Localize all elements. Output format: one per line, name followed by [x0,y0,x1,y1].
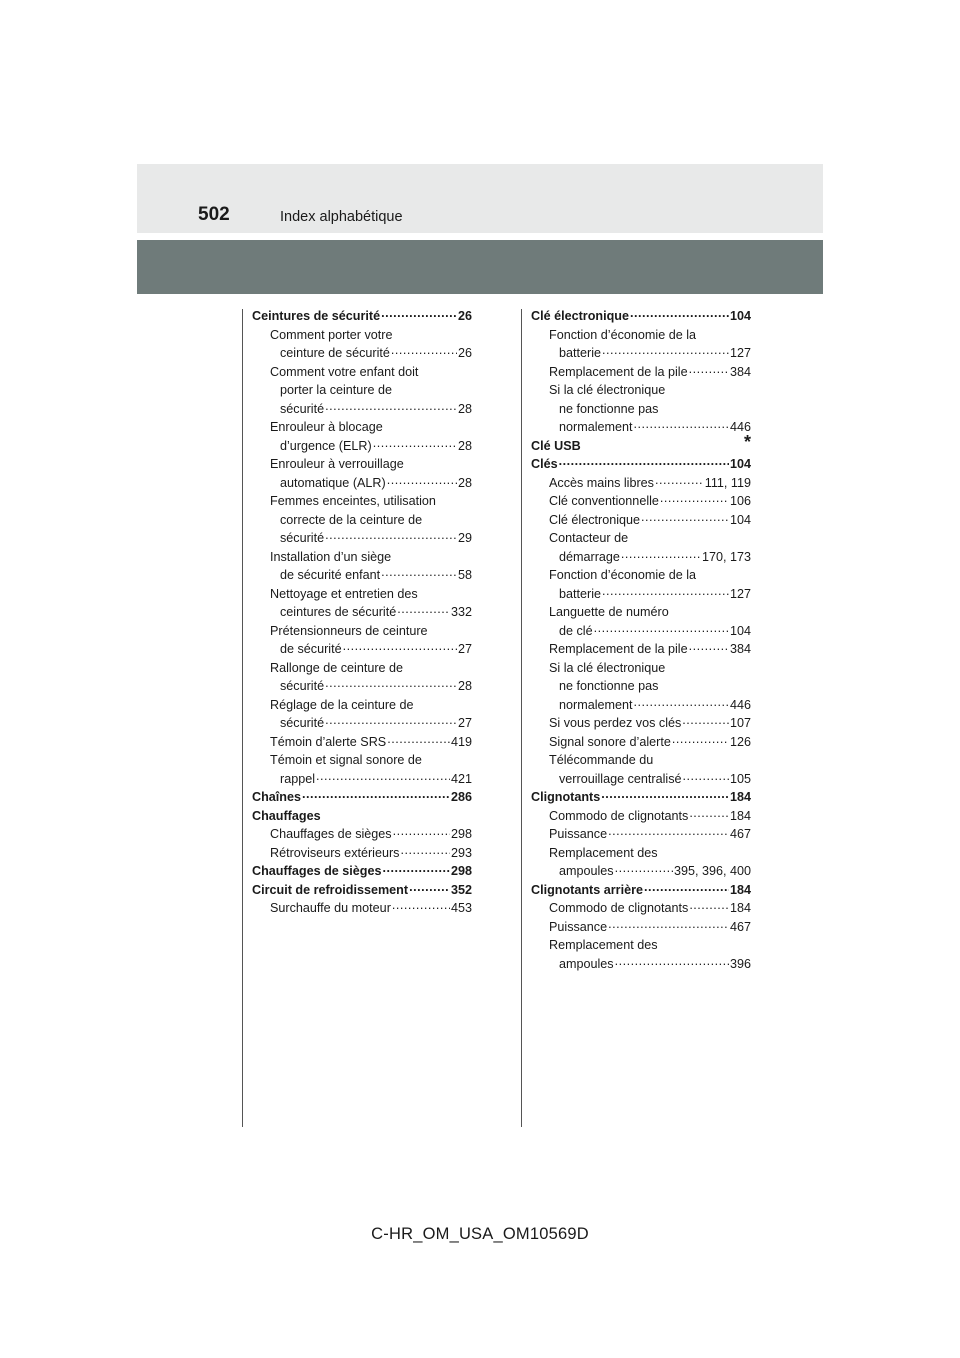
index-entry [531,733,751,752]
index-entry [252,585,472,604]
index-term: sécurité [280,401,325,416]
index-term: Surchauffe du moteur [270,901,391,915]
dot-leader [381,307,457,320]
index-page-ref: 104 [729,623,751,638]
index-term: de sécurité enfant [280,568,381,582]
dot-leader [382,862,450,875]
index-entry [531,474,751,493]
index-entry [252,400,472,419]
index-term: batterie [559,346,602,360]
index-entry [252,511,472,530]
index-term: Si la clé électronique [549,660,666,675]
index-term: ceintures de sécurité [280,605,397,619]
index-term: rappel [280,771,316,786]
index-term: Clé électronique [531,309,629,323]
index-entry [531,825,751,844]
index-term: Remplacement des [549,845,658,860]
dot-leader [608,825,729,838]
document-code: C-HR_OM_USA_OM10569D [371,1225,589,1243]
index-page-ref: 127 [729,586,751,601]
index-page-ref: 28 [457,438,472,453]
index-entry [252,363,472,382]
index-page-ref: 105 [729,771,751,786]
index-entry [252,492,472,511]
dot-leader [559,455,729,468]
index-term: Installation d’un siège [270,549,392,564]
index-entry [252,326,472,345]
index-term: Réglage de la ceinture de [270,697,414,712]
index-term: Languette de numéro [549,605,669,619]
index-term: Femmes enceintes, utilisation [270,494,436,508]
index-entry [252,640,472,659]
index-term: Accès mains libres [549,475,654,490]
index-entry [531,622,751,641]
index-page-ref: 184 [729,808,751,823]
header-dark-band [137,240,823,294]
dot-leader [683,770,729,783]
index-term: Commodo de clignotants [549,808,689,823]
index-entry [531,659,751,678]
index-term: Fonction d’économie de la [549,568,697,582]
index-term: Chauffages de sièges [252,864,382,878]
index-entry [531,548,751,567]
index-term: Signal sonore d’alerte [549,734,671,749]
index-page-ref: 29 [457,531,472,545]
index-term: d’urgence (ELR) [280,438,372,453]
index-page-ref: 396 [729,956,751,971]
index-page-ref: 111, 119 [704,475,751,490]
index-term: Rallonge de ceinture de [270,660,404,675]
index-entry [531,936,751,955]
left-column-rule [242,309,243,1127]
index-entry [531,788,751,807]
dot-leader [325,714,457,727]
index-entry [252,899,472,918]
index-term: de sécurité [280,642,342,656]
index-page-ref: 453 [450,901,472,915]
index-entry [531,511,751,530]
index-page-ref: 27 [457,642,472,656]
index-page-ref: 384 [729,642,751,656]
index-entry [252,844,472,863]
index-entry [252,548,472,567]
index-term: normalement [559,697,633,712]
index-entry [252,825,472,844]
index-page-ref: 419 [450,734,472,749]
index-entry [252,751,472,770]
index-term: Clé conventionnelle [549,494,659,508]
index-term: Chaînes [252,790,301,804]
dot-leader [373,437,457,450]
dot-leader [325,400,457,413]
index-term: Enrouleur à blocage [270,420,383,434]
index-term: Remplacement de la pile [549,642,688,656]
index-entry [252,622,472,641]
dot-leader [316,770,450,783]
index-column-right [531,307,751,973]
index-term: Télécommande du [549,753,654,767]
index-term: Chauffages de sièges [270,827,392,841]
index-term: sécurité [280,679,325,693]
dot-leader [615,862,673,875]
index-term: porter la ceinture de [280,383,393,397]
index-term: verrouillage centralisé [559,771,682,786]
index-term: Enrouleur à verrouillage [270,457,404,471]
dot-leader [397,603,450,616]
index-term: sécurité [280,716,325,730]
dot-leader [634,696,729,709]
index-page-ref: 384 [729,364,751,379]
index-entry [252,344,472,363]
index-entry [252,807,472,826]
index-entry [252,696,472,715]
index-page-ref: 28 [457,475,472,490]
index-column-left [252,307,472,918]
index-entry [531,696,751,715]
index-entry [531,381,751,400]
index-entry [252,307,472,326]
index-entry [531,807,751,826]
index-term: Circuit de refroidissement [252,882,409,897]
index-entry [531,400,751,419]
index-entry [531,844,751,863]
index-entry [531,640,751,659]
index-term: Remplacement de la pile [549,364,688,379]
index-term: Clignotants [531,790,601,804]
dot-leader [387,733,450,746]
index-page-ref: 104 [729,309,751,323]
index-entry [252,788,472,807]
index-term: Commodo de clignotants [549,901,689,915]
index-term: Remplacement des [549,938,658,952]
index-term: ne fonctionne pas [559,401,659,416]
index-term: démarrage [559,549,620,564]
dot-leader [641,511,729,524]
index-page-ref: 107 [729,716,751,730]
index-entry [531,751,751,770]
index-entry [252,659,472,678]
dot-leader [602,585,729,598]
index-term: Clé USB [531,438,581,453]
dot-leader [325,677,457,690]
dot-leader [391,344,457,357]
dot-leader [400,844,450,857]
index-term: Puissance [549,919,608,934]
index-page-ref: 298 [450,827,472,841]
index-entry [531,566,751,585]
index-entry [252,714,472,733]
dot-leader [644,881,729,894]
index-entry [531,955,751,974]
index-term: Nettoyage et entretien des [270,586,418,601]
index-entry [531,585,751,604]
index-page-ref: 446 [729,420,751,434]
index-entry [531,418,751,437]
index-term: Ceintures de sécurité [252,309,381,323]
index-term: Clés [531,457,558,471]
index-term: Clé électronique [549,512,641,527]
section-title: Index alphabétique [280,209,403,225]
index-entry [531,770,751,789]
index-term: ampoules [559,956,614,971]
index-page-ref: 184 [729,901,751,915]
dot-leader [689,363,729,376]
index-term: Prétensionneurs de ceinture [270,623,428,638]
index-term: Rétroviseurs extérieurs [270,845,400,860]
index-page-ref: 127 [729,346,751,360]
dot-leader [655,474,704,487]
index-entry [252,474,472,493]
dot-leader [660,492,729,505]
index-page-ref: 170, 173 [701,549,751,564]
index-entry [252,733,472,752]
dot-leader [409,881,450,894]
index-entry [252,603,472,622]
index-page-ref: 28 [457,401,472,416]
index-entry: Clé USB * [531,437,751,456]
header-top-band [137,164,823,233]
index-term: Témoin d’alerte SRS [270,734,387,749]
index-term: Si la clé électronique [549,383,666,397]
index-term: Contacteur de [549,531,629,545]
dot-leader [392,899,450,912]
dot-leader [630,307,729,320]
index-entry [252,770,472,789]
dot-leader [343,640,457,653]
index-page-ref: 467 [729,919,751,934]
index-entry [252,381,472,400]
dot-leader [689,807,729,820]
index-page-ref: 28 [457,679,472,693]
index-entry [531,492,751,511]
index-entry [531,363,751,382]
dot-leader [594,622,729,635]
dot-leader [325,529,457,542]
index-term: sécurité [280,531,325,545]
index-page-ref: 27 [457,716,472,730]
index-page-ref: 184 [729,882,751,897]
index-entry [252,566,472,585]
right-column-rule [521,309,522,1127]
index-entry [252,437,472,456]
index-term: Fonction d’économie de la [549,327,697,342]
index-page-ref: 126 [729,734,751,749]
index-page-ref: 332 [450,605,472,619]
index-page-ref: 106 [729,494,751,508]
index-entry [531,603,751,622]
index-page-ref: 58 [457,568,472,582]
index-entry [531,881,751,900]
index-entry [531,918,751,937]
dot-leader [672,733,729,746]
index-page-ref: 352 [450,882,472,897]
index-entry [531,344,751,363]
dot-leader [634,418,729,431]
index-entry [531,529,751,548]
index-term: Clignotants arrière [531,882,643,897]
index-entry [252,677,472,696]
dot-leader [387,474,457,487]
index-page-ref: 104 [729,457,751,471]
index-term: ne fonctionne pas [559,679,659,693]
index-term: batterie [559,586,602,601]
index-term: de clé [559,623,593,638]
dot-leader [615,955,729,968]
dot-leader [689,899,729,912]
index-entry [531,326,751,345]
index-page-ref: 293 [450,845,472,860]
index-term: normalement [559,420,633,434]
index-term: ampoules [559,864,614,878]
index-entry [252,418,472,437]
dot-leader [602,344,729,357]
index-entry [531,677,751,696]
dot-leader [393,825,450,838]
index-page-ref: 446 [729,697,751,712]
index-page-ref: 104 [729,512,751,527]
dot-leader [381,566,457,579]
index-entry [252,881,472,900]
index-entry [252,862,472,881]
index-entry [531,307,751,326]
index-entry [252,529,472,548]
index-page-ref: 395, 396, 400 [673,864,751,878]
dot-leader [608,918,729,931]
index-entry [252,455,472,474]
index-page-ref: 26 [457,309,472,323]
index-term: correcte de la ceinture de [280,512,423,527]
index-entry [531,714,751,733]
dot-leader [302,788,450,801]
page-number: 502 [198,204,230,225]
index-term: ceinture de sécurité [280,346,390,360]
index-term: Si vous perdez vos clés [549,716,682,730]
index-term: Comment porter votre [270,327,393,342]
dot-leader [682,714,729,727]
index-page-ref: 421 [450,771,472,786]
index-entry [531,862,751,881]
index-page-ref: 26 [457,346,472,360]
index-page-ref: 286 [450,790,472,804]
index-term: automatique (ALR) [280,475,386,490]
index-term: Comment votre enfant doit [270,364,419,379]
dot-leader [621,548,701,561]
index-term: Témoin et signal sonore de [270,753,422,767]
index-page-ref: 184 [729,790,751,804]
index-page-ref: 467 [729,827,751,841]
dot-leader [601,788,729,801]
index-page-ref: 298 [450,864,472,878]
index-entry [531,899,751,918]
index-entry [531,455,751,474]
index-term: Chauffages [252,808,321,823]
dot-leader [689,640,729,653]
index-term: Puissance [549,827,608,841]
